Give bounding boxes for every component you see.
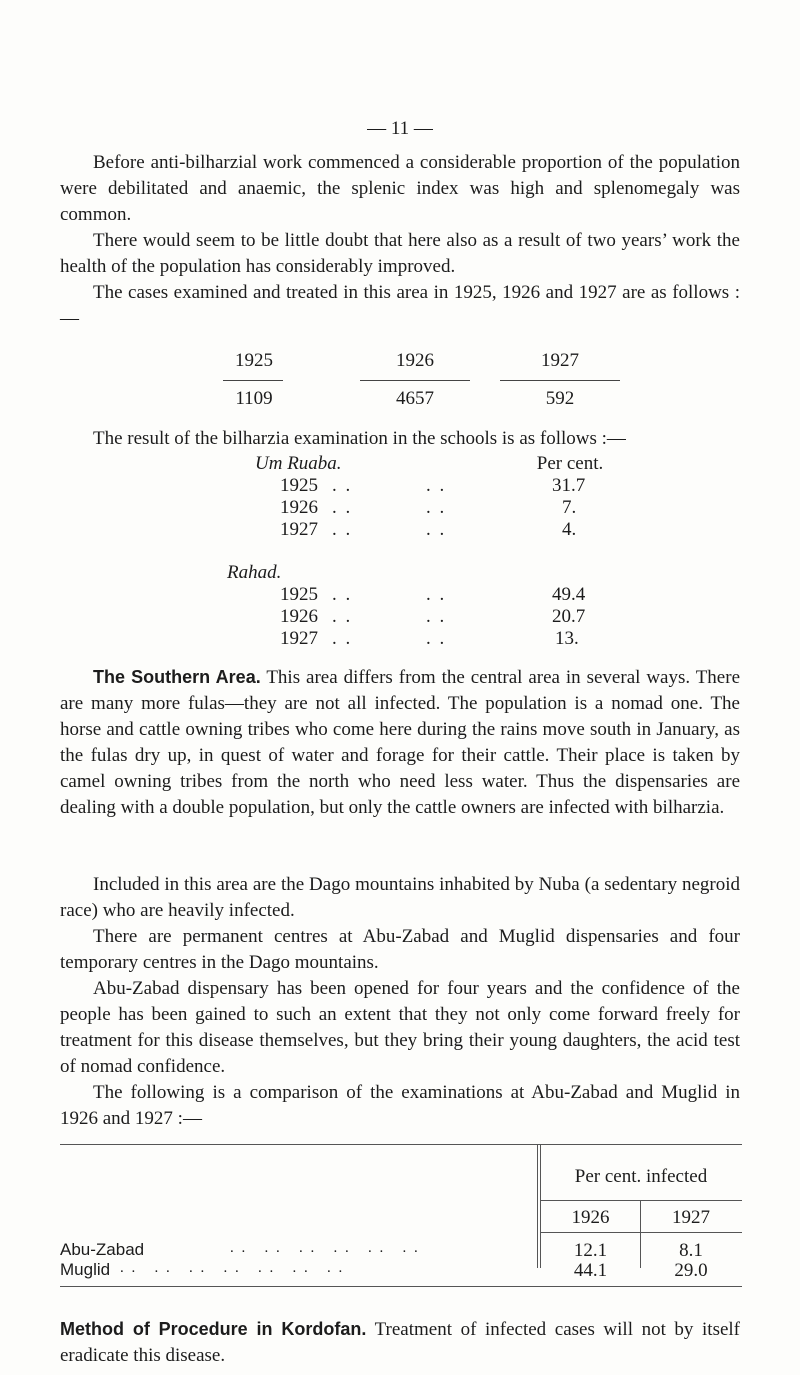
row-value: 4. <box>562 519 577 540</box>
cases-rule <box>360 380 470 381</box>
dot-leader: . . <box>426 475 447 496</box>
dot-leader: . . <box>426 584 447 605</box>
row-place-abu-zabad: Abu-Zabad <box>60 1240 145 1259</box>
paragraph-southern-area <box>60 664 740 821</box>
row-value: 20.7 <box>552 606 586 627</box>
paragraph-method <box>60 1316 740 1369</box>
row-value: 7. <box>562 497 577 518</box>
dot-leader: . . <box>426 628 447 649</box>
method-text: Treatment of infected cases will not by itself eradicate this disease. <box>60 1319 741 1366</box>
row-value: 49.4 <box>552 584 586 605</box>
dot-leader: . . <box>332 519 353 540</box>
page-number: — 11 — <box>367 118 433 139</box>
row-year: 1926 <box>280 497 318 518</box>
dot-leader: . . <box>332 584 353 605</box>
paragraph-dago: Included in this area are the Dago mountains inhabited by Nuba (a sedentary negroid race) who are heavily infected. <box>60 874 740 921</box>
southern-area-text: This area differs from the central area in several ways. There are many more fulas—they are not all infected. The population is a nomad one. The horse and cattle owning tribes who come here during the rains move south in January, as the fulas dry up, in quest of water and forage for their cattle. Their place is taken by camel owning tribes from the north who need less water. Thus the dispensaries are dealing with a double population, but only the cattle owners are infected with bilharzia. <box>60 667 741 818</box>
dot-leader: . . <box>332 497 353 518</box>
cases-count-1926: 4657 <box>396 388 434 409</box>
table-vertical-rule <box>537 1144 538 1268</box>
muglid-1926: 44.1 <box>573 1260 608 1281</box>
row-year: 1925 <box>280 584 318 605</box>
group-rahad: Rahad. <box>227 562 282 583</box>
cases-year-1926: 1926 <box>396 350 434 371</box>
table-bottom-rule <box>60 1286 742 1287</box>
abu-zabad-1926: 12.1 <box>573 1240 608 1261</box>
cases-rule <box>500 380 620 381</box>
paragraph-improvement: There would seem to be little doubt that here also as a result of two years’ work the health of the population has considerably improved. <box>60 230 740 277</box>
year-1926: 1926 <box>571 1207 610 1228</box>
dot-leader: . . <box>332 628 353 649</box>
cases-count-1927: 592 <box>545 388 575 409</box>
row-year: 1927 <box>280 519 318 540</box>
cases-year-1927: 1927 <box>541 350 579 371</box>
header-rule <box>541 1200 742 1201</box>
abu-zabad-1927: 8.1 <box>679 1240 703 1261</box>
row-year: 1925 <box>280 475 318 496</box>
dot-leader: . . . . . . . . . . . . . . <box>120 1260 345 1276</box>
dot-leader: . . . . . . . . . . . . <box>230 1240 420 1256</box>
paragraph-schools: The result of the bilharzia examination in the schools is as follows :— <box>93 428 626 449</box>
cases-year-1925: 1925 <box>235 350 273 371</box>
muglid-1927: 29.0 <box>674 1260 708 1281</box>
row-year: 1926 <box>280 606 318 627</box>
row-place-muglid: Muglid <box>60 1260 111 1279</box>
paragraph-abu-zabad: Abu-Zabad dispensary has been opened for four years and the confidence of the people has been gained to such an extent that they not only come forward freely for treatment for this disease themselves, but they bring their young daughters, the acid test of nomad confidence. <box>60 978 740 1077</box>
row-value: 31.7 <box>552 475 586 496</box>
dot-leader: . . <box>332 475 353 496</box>
dot-leader: . . <box>426 519 447 540</box>
table-top-rule <box>60 1144 742 1145</box>
paragraph-intro: Before anti-bilharzial work commenced a considerable proportion of the population were debilitated and anaemic, the splenic index was high and splenomegaly was common. <box>60 152 740 225</box>
cases-count-1925: 1109 <box>235 388 273 409</box>
paragraph-comparison: The following is a comparison of the examinations at Abu-Zabad and Muglid in 1926 and 1927 :— <box>60 1082 740 1129</box>
group-um-ruaba: Um Ruaba. <box>255 453 342 474</box>
dot-leader: . . <box>426 497 447 518</box>
cases-rule <box>223 380 283 381</box>
per-cent-header: Per cent. <box>536 453 604 474</box>
southern-area-heading: The Southern Area. <box>93 667 261 687</box>
method-heading: Method of Procedure in Kordofan. <box>60 1319 367 1339</box>
paragraph-centres: There are permanent centres at Abu-Zabad and Muglid dispensaries and four temporary centres in the Dago mountains. <box>60 926 740 973</box>
row-year: 1927 <box>280 628 318 649</box>
year-1927: 1927 <box>672 1207 710 1228</box>
years-rule <box>541 1232 742 1233</box>
paragraph-cases: The cases examined and treated in this area in 1925, 1926 and 1927 are as follows :— <box>60 282 740 329</box>
dot-leader: . . <box>332 606 353 627</box>
row-value: 13. <box>555 628 579 649</box>
dot-leader: . . <box>426 606 447 627</box>
comparison-header: Per cent. infected <box>574 1166 708 1187</box>
